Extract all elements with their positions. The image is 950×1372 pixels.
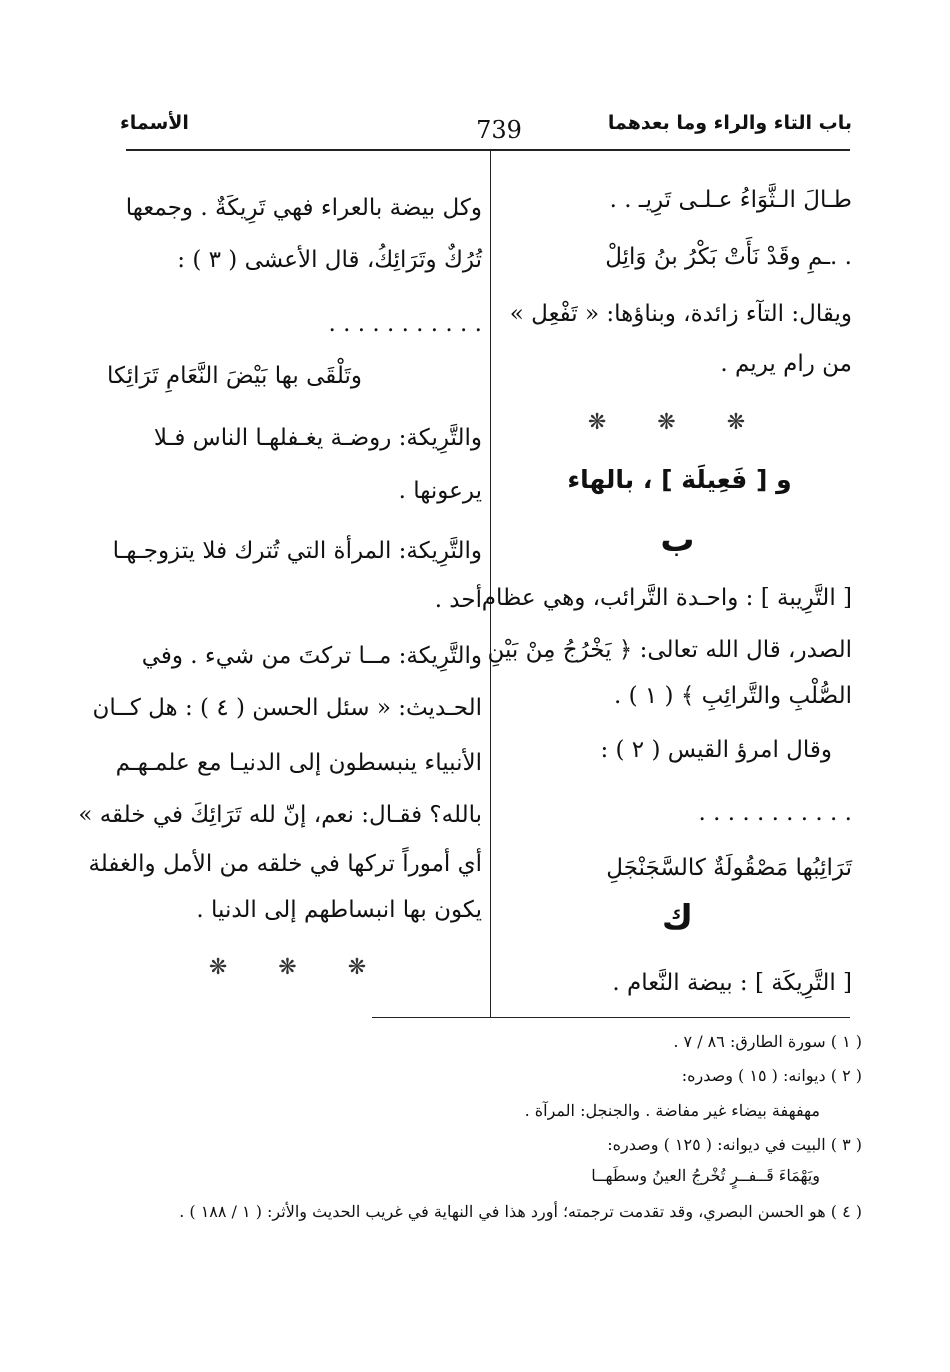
section-separator-stars: ❋ ❋ ❋ xyxy=(587,410,768,435)
footnote-rule xyxy=(372,1017,850,1018)
right-column-line-2: . .ـمِ وقَدْ نَأَتْ بَكْرُ بنُ وَائِلْ xyxy=(605,244,852,270)
footnote-3: ( ٣ ) البيت في ديوانه: ( ١٢٥ ) وصدره: xyxy=(607,1135,862,1154)
tariba-line-1: [ التَّرِيبة ] : واحـدة التَّرائب، وهي عظام xyxy=(481,585,852,611)
left-column-line-6: يرعونها . xyxy=(398,478,482,504)
right-column-line-4: من رام يريم . xyxy=(720,351,852,377)
left-column-line-2: تُرُكٌ وتَرَائِكُ، قال الأعشى ( ٣ ) : xyxy=(177,247,482,273)
left-column-line-1: وكل بيضة بالعراء فهي تَرِيكَةٌ . وجمعها xyxy=(125,195,482,221)
footnote-4: ( ٤ ) هو الحسن البصري، وقد تقدمت ترجمته؛ أورد هذا في النهاية في غريب الحديث والأثر: ( ١ / ١٨٨ ) . xyxy=(179,1202,862,1221)
header-rule xyxy=(126,149,850,151)
right-column-line-3: ويقال: التآء زائدة، وبناؤها: « تَفْعِل » xyxy=(509,301,852,327)
section-heading: و [ فَعِيلَة ] ، بالهاء xyxy=(567,465,792,494)
tariba-line-4: وقال امرؤ القيس ( ٢ ) : xyxy=(600,737,832,763)
page-number: 739 xyxy=(476,116,522,144)
running-head-section: الأسماء xyxy=(120,112,189,134)
footnote-2-verse: مهفهفة بيضاء غير مفاضة . والجنجل: المرآة . xyxy=(524,1101,820,1120)
left-column-line-12: بالله؟ فقـال: نعم، إنّ لله تَرَائِكَ في خلقه » xyxy=(78,802,482,828)
tariba-verse: تَرَائِبُها مَصْقُولَةٌ كالسَّجَنْجَلِ xyxy=(606,855,852,881)
right-column-line-1: طـالَ الـثَّوَاءُ عـلـى تَرِيـ . . xyxy=(609,187,852,213)
left-column-line-8: أحد . xyxy=(434,587,482,613)
left-column-line-7: والتَّرِيكة: المرأة التي تُترك فلا يتزوجـهـا xyxy=(112,538,482,564)
left-column-line-13: أي أموراً تركها في خلقه من الأمل والغفلة xyxy=(88,851,482,877)
left-column-line-10: الحـديث: « سئل الحسن ( ٤ ) : هل كــان xyxy=(92,695,482,721)
footnote-3-verse: ويَهْمَاءَ قَــفــرٍ تُخْرجُ العينُ وسطَهــا xyxy=(591,1166,820,1185)
tariba-line-3: الصُّلْبِ والتَّرائِبِ ﴾ ( ١ ) . xyxy=(613,683,852,709)
footnote-1: ( ١ ) سورة الطارق: ٨٦ / ٧ . xyxy=(673,1032,862,1051)
left-column-ellipsis: . . . . . . . . . . . xyxy=(328,311,482,337)
left-column-verse: وتَلْقَى بها بَيْضَ النَّعَامِ تَرَائِكا xyxy=(107,363,362,389)
letter-heading-b: ب xyxy=(660,520,695,560)
running-head-chapter: باب التاء والراء وما بعدهما xyxy=(607,112,852,134)
left-column-line-5: والتَّرِيكة: روضـة يغـفلهـا الناس فـلا xyxy=(153,425,482,451)
left-column-line-14: يكون بها انبساطهم إلى الدنيا . xyxy=(196,897,482,923)
left-column-line-9: والتَّرِيكة: مــا تركتَ من شيء . وفي xyxy=(141,643,482,669)
footnote-2: ( ٢ ) ديوانه: ( ١٥ ) وصدره: xyxy=(681,1066,862,1085)
tariba-ellipsis: . . . . . . . . . . . xyxy=(698,800,852,826)
tarika-line: [ التَّرِيكَة ] : بيضة النَّعام . xyxy=(612,970,852,996)
tariba-line-2: الصدر، قال الله تعالى: ﴿ يَخْرُجُ مِنْ بَيْنِ xyxy=(487,637,852,663)
letter-heading-k: ك xyxy=(661,898,694,938)
left-column-stars: ❋ ❋ ❋ xyxy=(208,955,389,980)
left-column-line-11: الأنبياء ينبسطون إلى الدنيـا مع علمـهـم xyxy=(115,750,482,776)
